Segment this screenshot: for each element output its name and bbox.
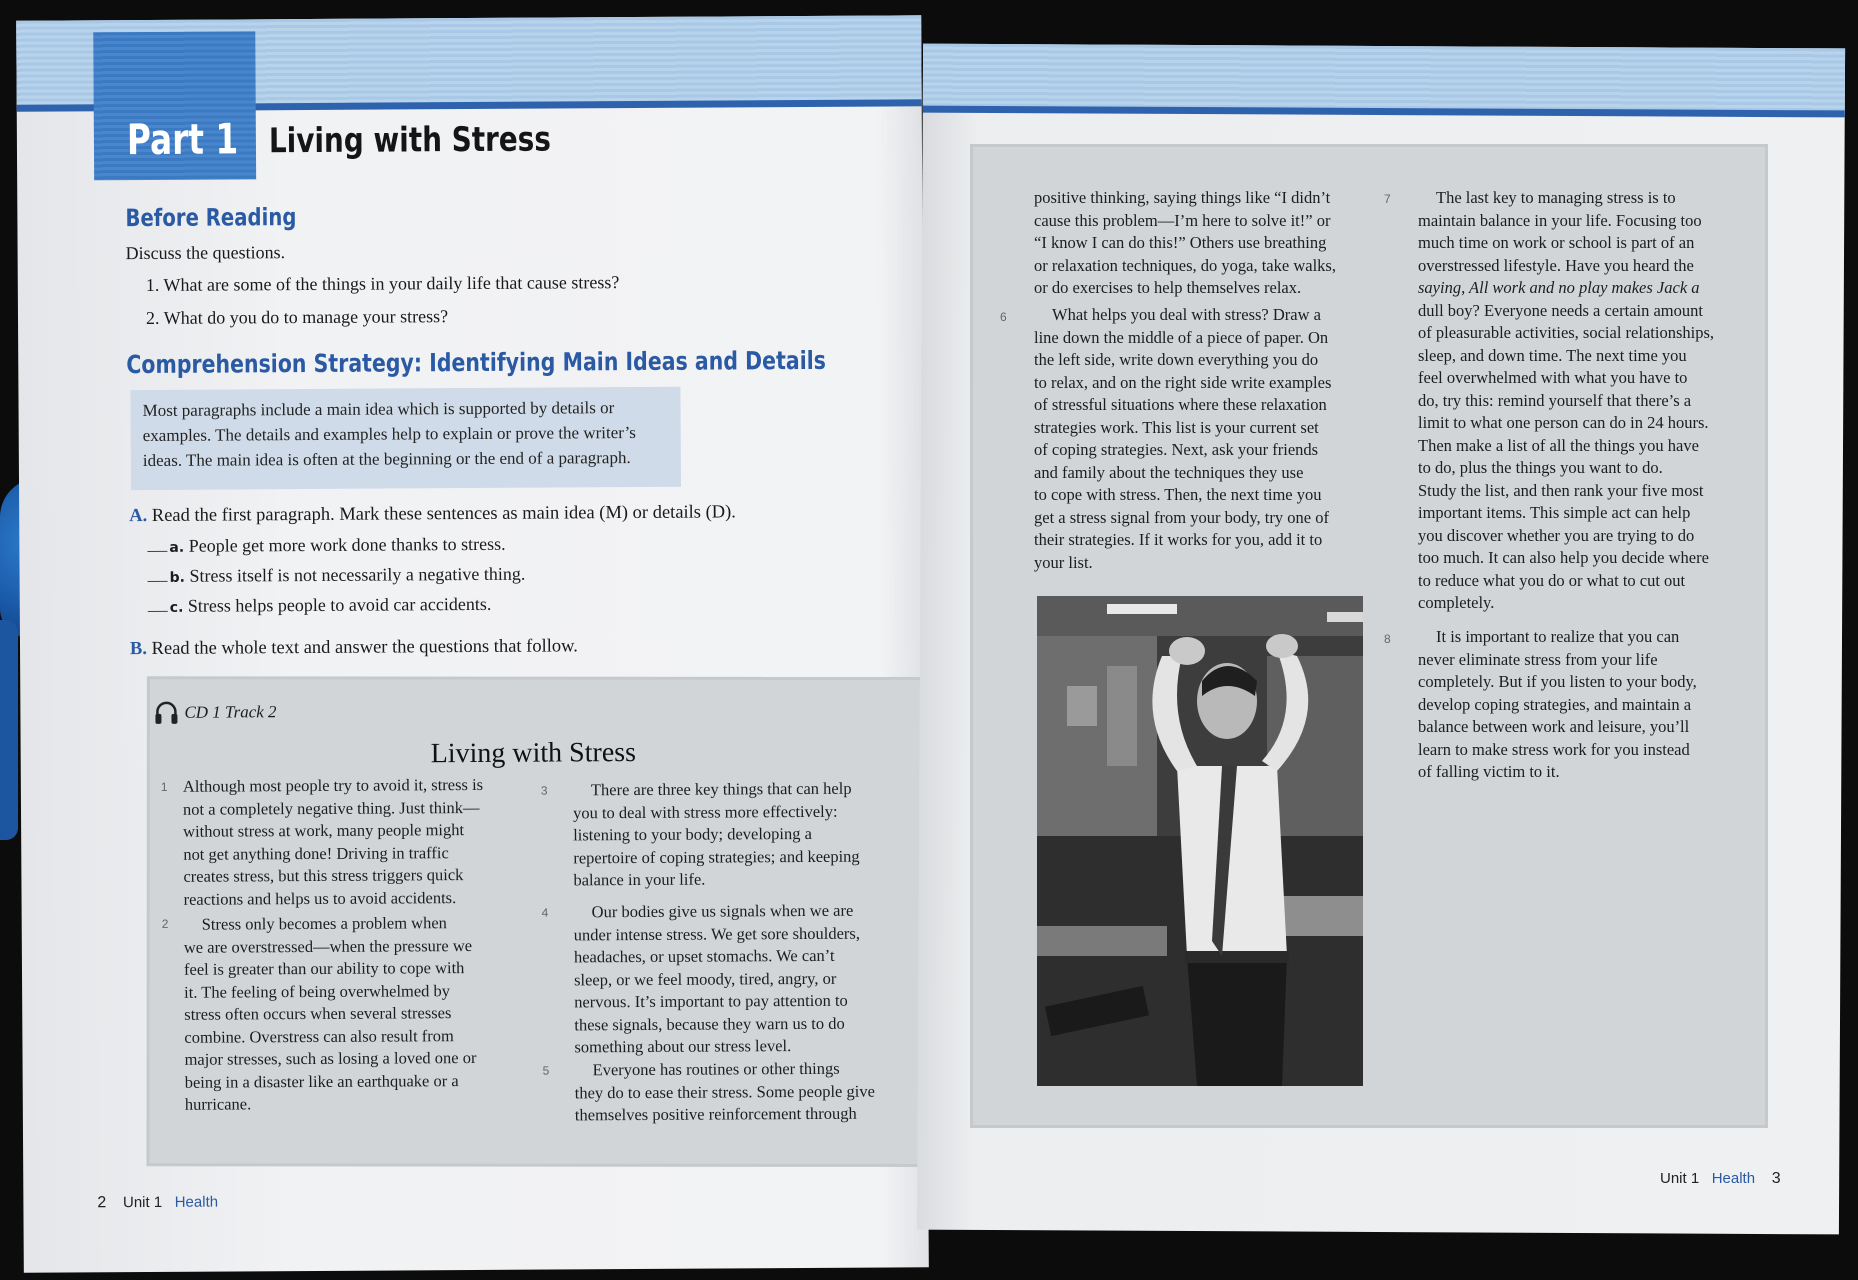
text-line: Everyone has routines or other things xyxy=(592,1058,840,1080)
text-line: The last key to managing stress is to xyxy=(1436,188,1676,207)
paragraph-5 xyxy=(575,1057,915,1127)
text-line: combine. Overstress can also result from xyxy=(184,1025,454,1047)
exercise-b-letter: B. xyxy=(129,638,148,660)
text-line: listening to your body; developing a xyxy=(573,823,812,845)
question-2: 2. What do you do to manage your stress? xyxy=(145,306,449,328)
right-footer xyxy=(1660,1170,1781,1188)
text-line: to relax, and on the right side write examples xyxy=(1034,372,1332,392)
text-line: Although most people try to avoid it, stress is xyxy=(182,774,484,796)
footer-unit: Unit 1 xyxy=(1660,1170,1700,1187)
text-line: important items. This simple act can help xyxy=(1418,503,1691,522)
text-line: you discover whether you are trying to do xyxy=(1418,525,1695,545)
text-line: “I know I can do this!” Others use breathing xyxy=(1034,233,1327,252)
text-line: maintain balance in your life. Focusing too xyxy=(1418,210,1702,230)
paragraph-number: 8 xyxy=(1384,632,1391,646)
header-band xyxy=(923,44,1845,115)
text-line: completely. xyxy=(1418,593,1495,612)
text-line: learn to make stress work for you instead xyxy=(1418,739,1690,759)
text-line: There are three key things that can help xyxy=(590,778,852,800)
text-line: to cope with stress. Then, the next time you xyxy=(1034,485,1322,504)
exercise-b xyxy=(130,635,578,660)
text-line: to do, plus the things you want to do. xyxy=(1418,458,1663,477)
left-footer xyxy=(97,1194,218,1213)
exercise-a xyxy=(129,501,736,527)
text-line: feel is greater than our ability to cope with xyxy=(183,958,465,979)
paragraph-7 xyxy=(1418,187,1758,615)
paragraph-number: 3 xyxy=(540,783,548,798)
text-line: hurricane. xyxy=(184,1094,252,1114)
text-line: being in a disaster like an earthquake or a xyxy=(184,1070,459,1092)
part-label: Part 1 xyxy=(126,114,239,165)
text-line: saying, All work and no play makes Jack a xyxy=(1418,278,1700,297)
answer-blank[interactable] xyxy=(148,611,168,612)
text-line: the left side, write down everything you do xyxy=(1034,350,1319,369)
text-line: never eliminate stress from your life xyxy=(1418,649,1658,669)
text-line: themselves positive reinforcement through xyxy=(574,1103,857,1125)
text-line: sleep, or we feel moody, tired, angry, or xyxy=(573,968,837,989)
paragraph-8 xyxy=(1418,626,1758,784)
paragraph-number: 4 xyxy=(541,905,549,920)
paragraph-number: 5 xyxy=(542,1063,550,1078)
text-line: of coping strategies. Next, ask your friends xyxy=(1034,440,1319,459)
paragraph-2 xyxy=(184,912,535,1117)
left-page xyxy=(16,15,929,1273)
text-line: Stress only becomes a problem when xyxy=(201,913,447,934)
part-title: Living with Stress xyxy=(268,119,552,162)
item-text: People get more work done thanks to stress. xyxy=(188,533,506,556)
text-line: too much. It can also help you decide where xyxy=(1418,548,1709,567)
text-line: you to deal with stress more effectively: xyxy=(572,801,838,822)
text-line: balance between work and leisure, you’ll xyxy=(1418,717,1690,736)
text-line: strategies work. This list is your current set xyxy=(1034,417,1319,437)
text-line: stress often occurs when several stresses xyxy=(184,1003,452,1024)
blue-cloth-edge xyxy=(0,620,18,840)
text-line: headaches, or upset stomachs. We can’t xyxy=(573,945,835,967)
text-line: their strategies. If it works for you, add it to xyxy=(1034,530,1323,549)
text-line: of stressful situations where these relaxation xyxy=(1034,395,1327,414)
text-line: get a stress signal from your body, try one of xyxy=(1034,507,1329,527)
paragraph-number: 7 xyxy=(1384,192,1391,206)
text-line: develop coping strategies, and maintain a xyxy=(1418,694,1692,714)
paragraph-3 xyxy=(573,777,914,892)
page-number: 2 xyxy=(97,1194,107,1212)
text-line: feel overwhelmed with what you have to xyxy=(1418,368,1688,387)
item-letter: a. xyxy=(169,539,185,556)
footer-topic: Health xyxy=(174,1193,219,1211)
page-number: 3 xyxy=(1771,1170,1781,1187)
text-line: Our bodies give us signals when we are xyxy=(591,900,854,922)
text-line: creates stress, but this stress triggers quick xyxy=(183,865,464,886)
text-line: It is important to realize that you can xyxy=(1436,627,1680,646)
paragraph-6 xyxy=(1034,304,1364,574)
text-line: sleep, and down time. The next time you xyxy=(1418,345,1687,365)
text-line: it. The feeling of being overwhelmed by xyxy=(184,980,451,1002)
paragraph-4 xyxy=(574,899,915,1059)
item-text: Stress helps people to avoid car accidents. xyxy=(187,593,492,616)
text-line: repertoire of coping strategies; and keeping xyxy=(573,846,860,867)
text-line: positive thinking, saying things like “I didn’t xyxy=(1034,188,1331,207)
answer-blank[interactable] xyxy=(148,581,168,582)
text-line: much time on work or school is part of an xyxy=(1418,233,1695,252)
strategy-line: examples. The details and examples help to explain or prove the writer’s xyxy=(142,422,636,446)
text-line: under intense stress. We get sore shoulders, xyxy=(573,923,860,944)
paragraph-number: 2 xyxy=(161,916,169,931)
text-line: completely. But if you listen to your body, xyxy=(1418,672,1697,691)
text-line: without stress at work, many people might xyxy=(183,820,465,841)
strategy-text xyxy=(142,395,672,473)
item-letter: b. xyxy=(169,569,185,586)
text-line: cause this problem—I’m here to solve it!” or xyxy=(1034,210,1331,230)
before-reading-instruction: Discuss the questions. xyxy=(125,242,286,264)
text-line: major stresses, such as losing a loved one or xyxy=(184,1047,477,1069)
text-line: Then make a list of all the things you have xyxy=(1418,435,1699,455)
strategy-heading: Comprehension Strategy: Identifying Main Ideas and Details xyxy=(126,345,827,380)
strategy-line: Most paragraphs include a main idea which is supported by details or xyxy=(142,398,615,421)
paragraph-5-continued xyxy=(1034,187,1364,300)
text-line: dull boy? Everyone needs a certain amount xyxy=(1418,300,1703,320)
text-line: limit to what one person can do in 24 hours. xyxy=(1418,413,1709,432)
text-line: of falling victim to it. xyxy=(1418,762,1560,781)
exercise-a-item xyxy=(148,594,492,617)
footer-unit: Unit 1 xyxy=(122,1193,163,1212)
headphones-icon xyxy=(154,700,178,726)
stressed-man-photo xyxy=(1037,596,1363,1086)
before-reading-heading: Before Reading xyxy=(125,203,297,233)
text-line: Study the list, and then rank your five most xyxy=(1418,480,1704,500)
text-line: not a completely negative thing. Just think— xyxy=(182,797,480,819)
text-line: these signals, because they warn us to do xyxy=(574,1013,845,1034)
text-line: reactions and helps us to avoid accidents. xyxy=(183,887,457,909)
text-line: nervous. It’s important to pay attention to xyxy=(574,990,848,1012)
answer-blank[interactable] xyxy=(147,551,167,552)
exercise-a-item xyxy=(147,534,505,557)
cd-track-label: CD 1 Track 2 xyxy=(184,702,277,722)
text-line: or do exercises to help themselves relax. xyxy=(1034,278,1302,297)
text-line: and family about the techniques they use xyxy=(1034,462,1304,482)
exercise-a-letter: A. xyxy=(129,505,148,527)
text-line: balance in your life. xyxy=(573,869,706,890)
text-line: line down the middle of a piece of paper. On xyxy=(1034,327,1329,347)
text-line: your list. xyxy=(1034,552,1093,572)
text-line: something about our stress level. xyxy=(574,1036,792,1057)
exercise-b-text: Read the whole text and answer the questions that follow. xyxy=(151,636,578,659)
reading-title: Living with Stress xyxy=(430,737,637,770)
paragraph-number: 1 xyxy=(160,779,168,794)
text-line: to reduce what you do or what to cut out xyxy=(1418,570,1686,590)
paragraph-1 xyxy=(183,774,534,911)
text-line: or relaxation techniques, do yoga, take walks, xyxy=(1034,255,1336,275)
text-line: overstressed lifestyle. Have you heard the xyxy=(1418,255,1694,275)
paragraph-number: 6 xyxy=(1000,310,1007,324)
item-letter: c. xyxy=(169,599,184,616)
text-line: we are overstressed—when the pressure we xyxy=(183,935,473,957)
exercise-a-text: Read the first paragraph. Mark these sentences as main idea (M) or details (D). xyxy=(151,502,736,526)
text-line: do, try this: remind yourself that there’s a xyxy=(1418,390,1692,410)
text-line: What helps you deal with stress? Draw a xyxy=(1052,305,1321,324)
item-text: Stress itself is not necessarily a negative thing. xyxy=(189,563,526,586)
text-line: not get anything done! Driving in traffic xyxy=(183,842,449,864)
footer-topic: Health xyxy=(1711,1170,1756,1187)
text-line: they do to ease their stress. Some people give xyxy=(574,1081,875,1102)
strategy-line: ideas. The main idea is often at the beginning or the end of a paragraph. xyxy=(142,448,631,471)
question-1: 1. What are some of the things in your daily life that cause stress? xyxy=(145,272,620,295)
exercise-a-item xyxy=(148,564,526,587)
text-line: of pleasurable activities, social relationships, xyxy=(1418,323,1714,342)
